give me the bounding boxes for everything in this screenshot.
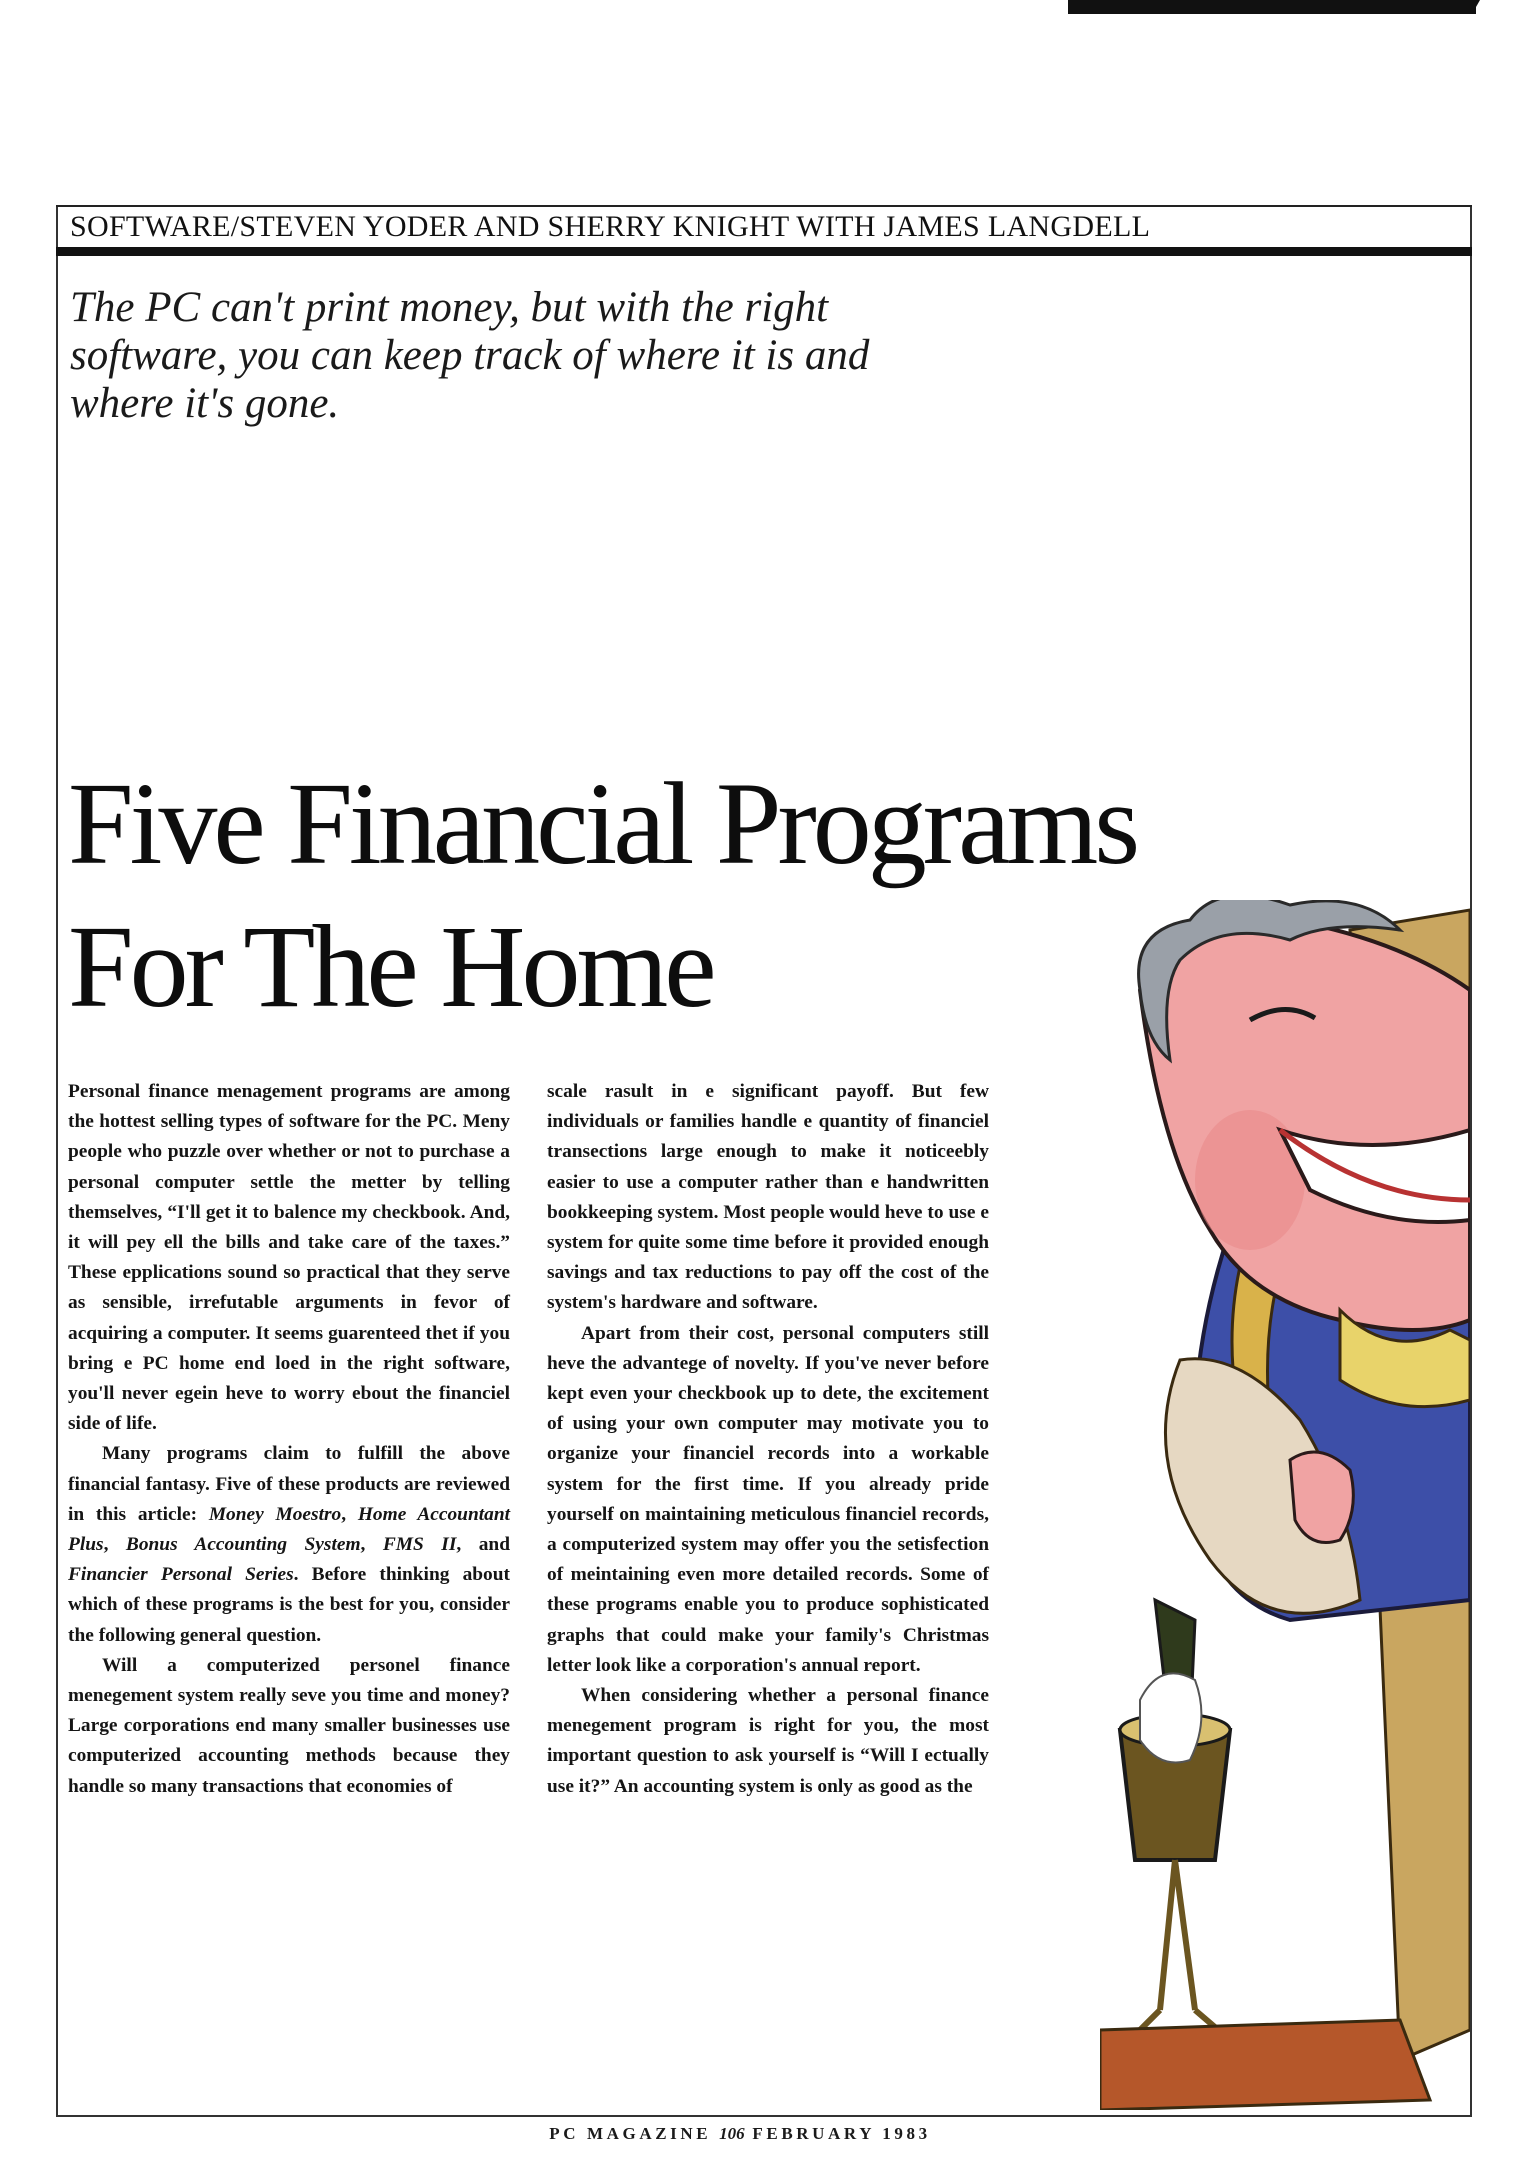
- paragraph-text: Many programs claim to fulfill the above financial fantasy. Five of these products are reviewed in this article:: [68, 1443, 510, 1525]
- section-byline: SOFTWARE/STEVEN YODER AND SHERRY KNIGHT WITH JAMES LANGDELL: [70, 210, 1151, 243]
- paragraph: Will a computerized personel finance menegement system really seve you time and money? Large corporations end many smaller businesses use computerized accounting methods because they handle so many transactions that economies of: [68, 1654, 510, 1797]
- title-line: Five Financial Programs: [68, 758, 1137, 889]
- separator: ,: [103, 1534, 126, 1556]
- caricature-illustration: [1100, 900, 1470, 2110]
- title-line: For The Home: [68, 901, 713, 1032]
- product-name: FMS II: [382, 1534, 457, 1556]
- product-name: Financier Personal Series: [68, 1564, 294, 1586]
- footer-magazine: PC MAGAZINE: [549, 2124, 712, 2143]
- body-column-1: [68, 1077, 510, 1997]
- frame-right-rule: [1470, 205, 1472, 2117]
- deck-line: software, you can keep track of where it is and: [70, 332, 870, 379]
- body-column-2: [547, 1077, 989, 1997]
- paragraph: Apart from their cost, personal computers still heve the advantege of novelty. If you've never before kept even your checkbook up to dete, the excitement of using your own computer may motivate you to organize your financiel records into a workable system for the first time. If you already pride yourself on maintaining meticulous financiel records, a computerized system may offer you the setisfection of meintaining even more detailed records. Some of these programs enable you to produce sophisticated graphs that could make your family's Christmas letter look like a corporation's annual report.: [547, 1322, 989, 1676]
- top-corner-rule: [1068, 0, 1476, 14]
- article-deck: [70, 284, 910, 434]
- separator: ,: [341, 1503, 358, 1525]
- paragraph: When considering whether a personal finance menegement program is right for you, the most important question to ask yourself is “Will I ectually use it?” An accounting system is only as good as the: [547, 1685, 989, 1797]
- header-top-rule: [56, 205, 1472, 207]
- product-name: Money Moestro: [208, 1503, 342, 1525]
- paragraph-text: . Before thinking about which of these programs is the best for you, consider the following general question.: [68, 1564, 510, 1646]
- top-corner-rule-tip: [1472, 0, 1480, 14]
- deck-line: where it's gone.: [70, 380, 340, 427]
- paragraph: Personal finance menagement programs are among the hottest selling types of software for the PC. Meny people who puzzle over whether or not to purchase a personal computer settle the metter by telling themselves, “I'll get it to balence my checkbook. And, it will pey ell the bills and take care of the taxes.” These epplications sound so practical that they serve as sensible, irrefutable arguments in fevor of acquiring a computer. It seems guarenteed thet if you bring e PC home end loed in the right software, you'll never egein heve to worry ebout the financiel side of life.: [68, 1081, 510, 1435]
- paragraph: [68, 1439, 510, 1650]
- footer-date: FEBRUARY 1983: [752, 2124, 931, 2143]
- separator: ,: [360, 1534, 383, 1556]
- frame-left-rule: [56, 205, 58, 2117]
- paragraph: scale rasult in e significant payoff. But few individuals or families handle e quantity of financiel transections large enough to make it noticeebly easier to use a computer rather than e handwritten bookkeeping system. Most people would heve to use e system for quite some time before it provided enough savings and tax reductions to pay off the cost of the system's hardware and software.: [547, 1081, 989, 1314]
- footer-page-number: 106: [719, 2124, 745, 2143]
- deck-line: The PC can't print money, but with the right: [70, 284, 829, 331]
- product-name: Home Accountant Plus: [68, 1503, 510, 1556]
- page-footer: [440, 2124, 1040, 2148]
- header-bottom-rule: [56, 247, 1472, 256]
- separator: , and: [456, 1534, 510, 1556]
- frame-bottom-rule: [56, 2115, 1472, 2117]
- product-name: Bonus Accounting System: [125, 1534, 361, 1556]
